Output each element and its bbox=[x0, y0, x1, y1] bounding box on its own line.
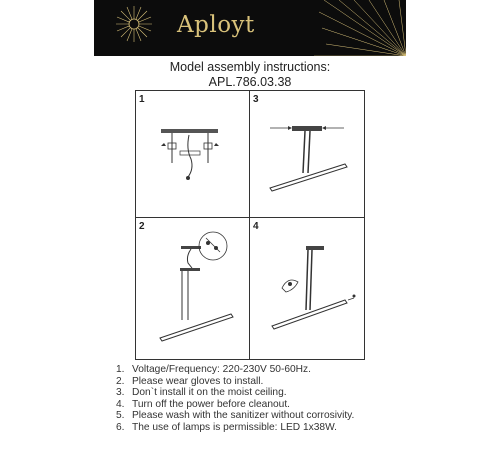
panel-number: 1 bbox=[139, 94, 145, 105]
ceiling-mount-diagram bbox=[136, 91, 249, 217]
note-item: 4. Turn off the power before cleanout. bbox=[116, 398, 291, 410]
lamp-installation-diagram bbox=[250, 218, 363, 359]
instruction-grid bbox=[135, 90, 365, 360]
panel-number: 4 bbox=[253, 221, 259, 232]
document-title: Model assembly instructions: bbox=[169, 60, 331, 74]
note-item: 5. Please wash with the sanitizer without corrosivity. bbox=[116, 410, 355, 422]
note-item: 6. The use of lamps is permissible: LED 1x38W. bbox=[116, 421, 337, 433]
model-number: APL.786.03.38 bbox=[208, 75, 292, 89]
note-item: 2. Please wear gloves to install. bbox=[116, 375, 264, 387]
height-adjustment-diagram bbox=[250, 91, 363, 217]
note-item: 3. Don`t install it on the moist ceiling. bbox=[116, 387, 287, 399]
brand-banner bbox=[94, 0, 406, 56]
safety-notes bbox=[116, 364, 354, 434]
wiring-connection-diagram bbox=[136, 218, 249, 359]
panel-number: 3 bbox=[253, 94, 259, 105]
panel-number: 2 bbox=[139, 221, 145, 232]
brand-name: Aployt bbox=[177, 12, 255, 38]
note-item: 1. Voltage/Frequency: 220-230V 50-60Hz. bbox=[116, 364, 311, 375]
